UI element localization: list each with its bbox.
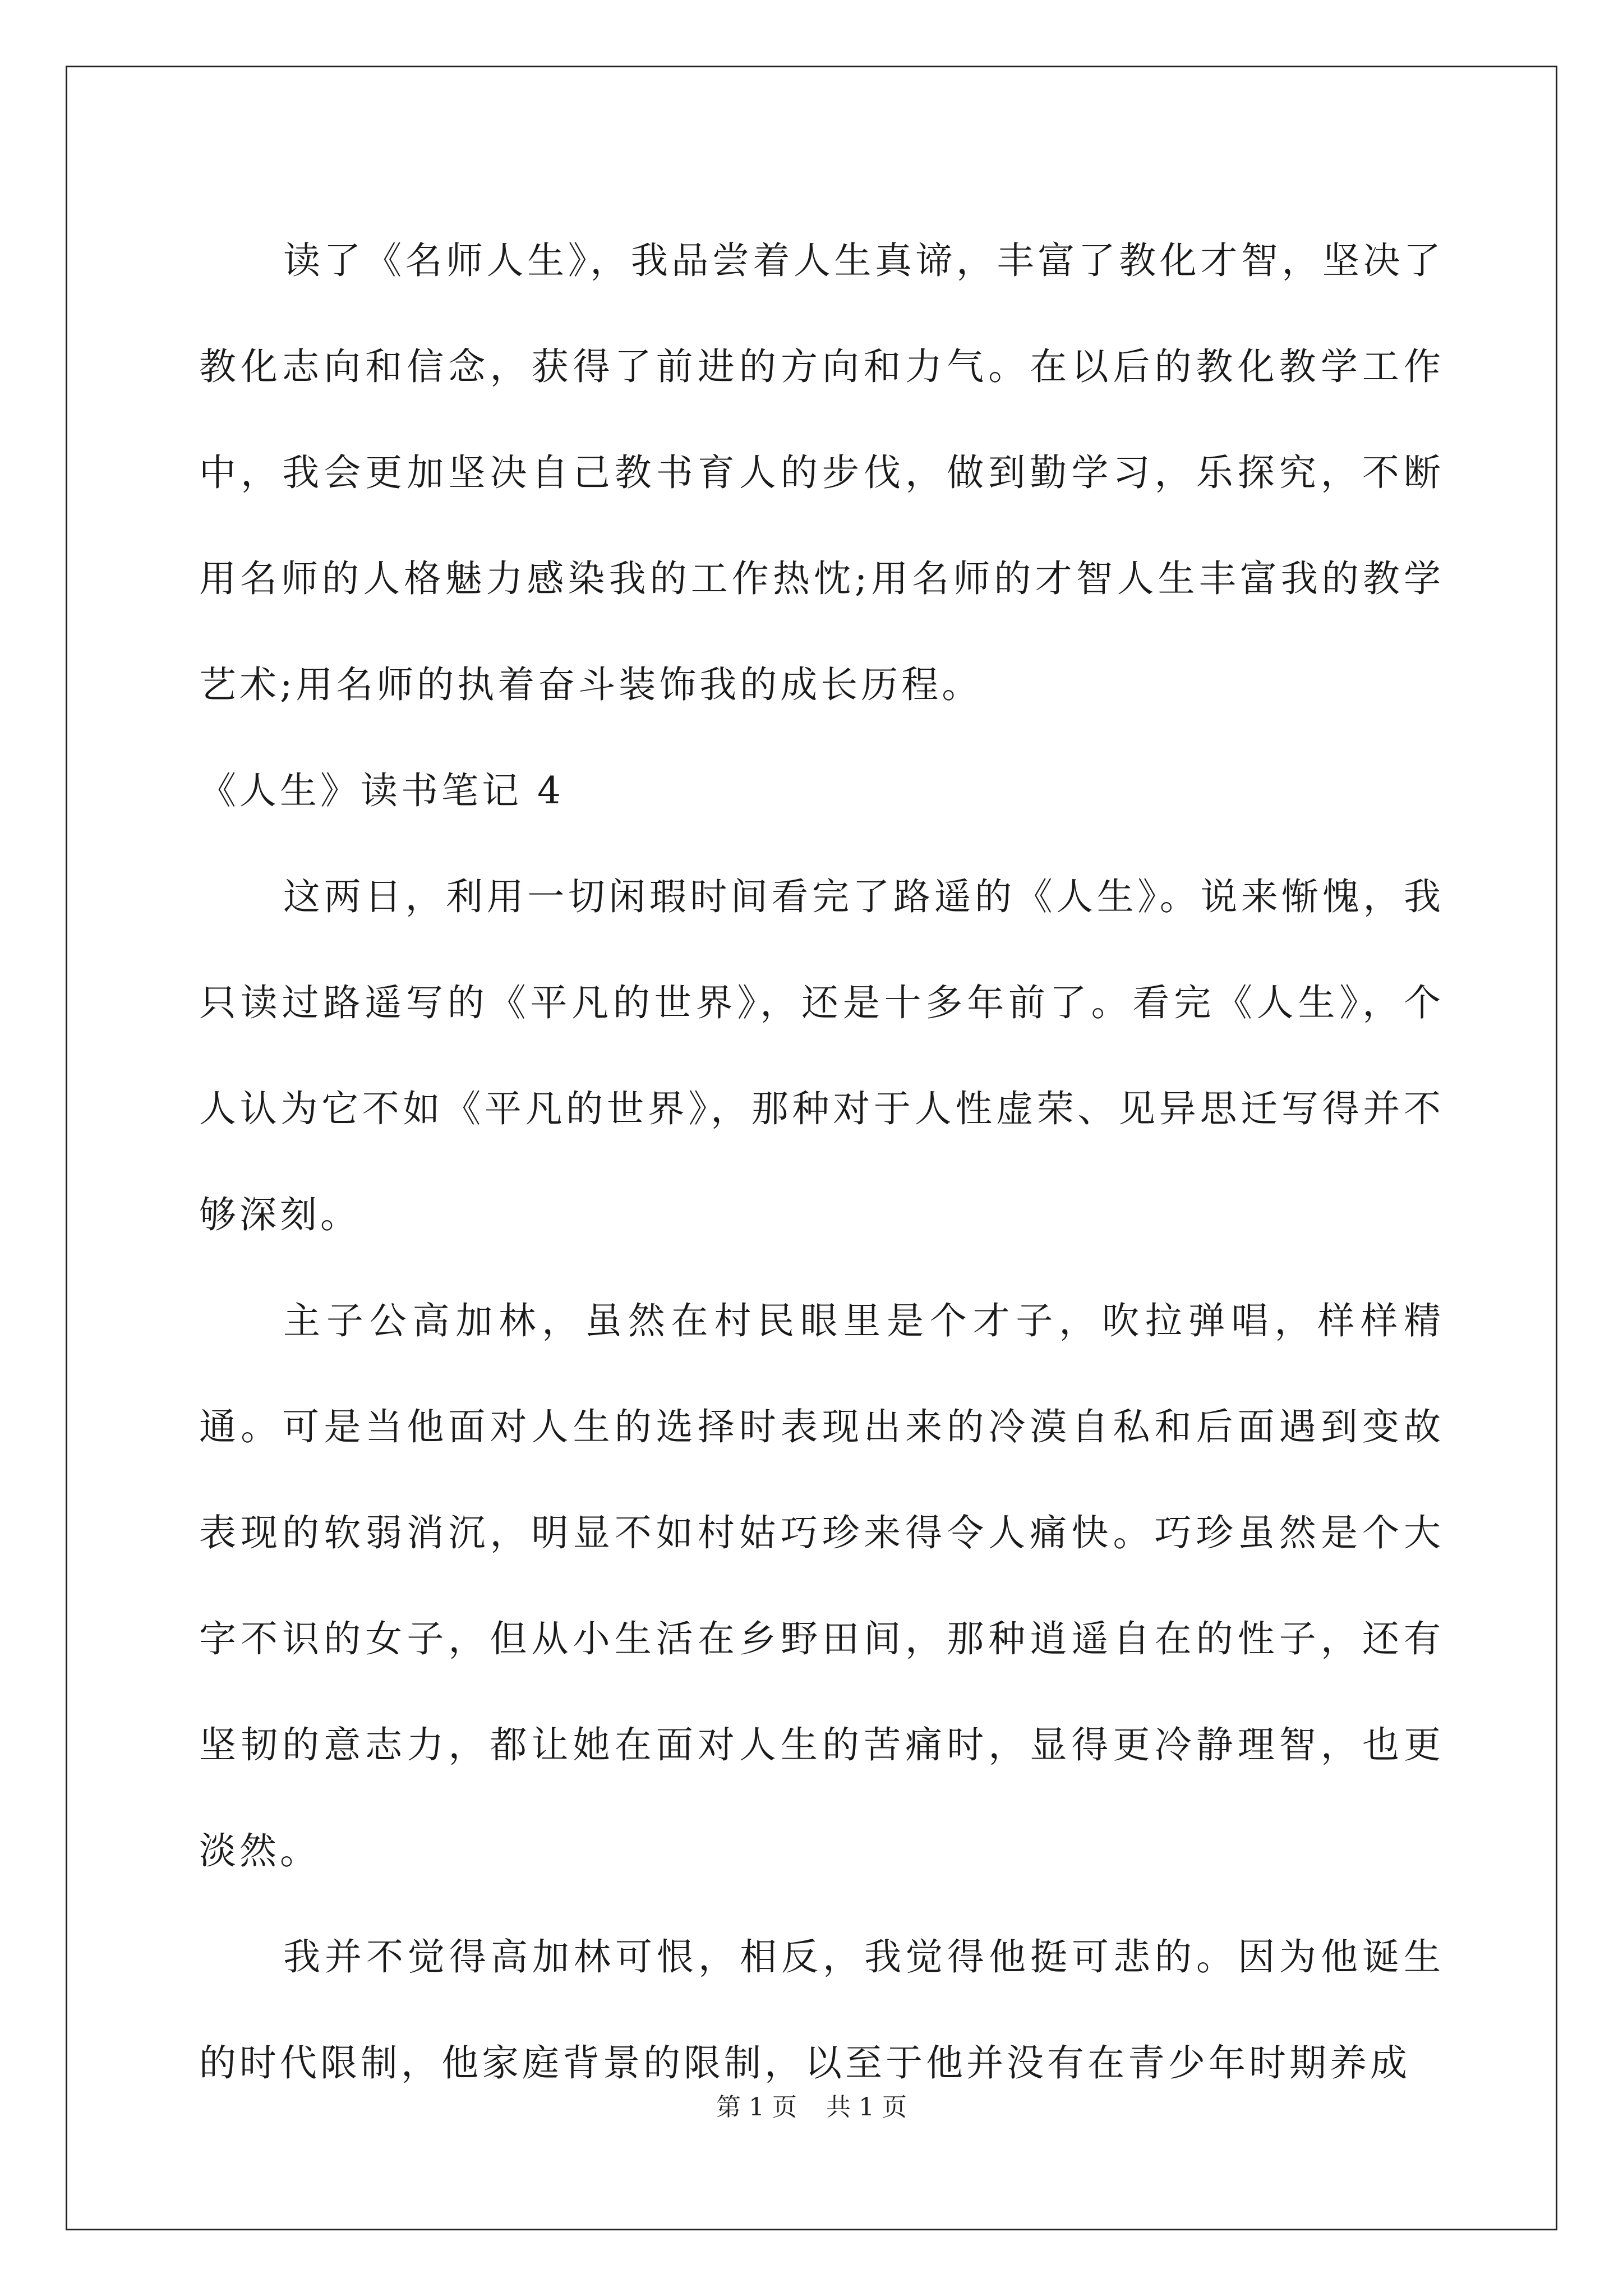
paragraph-1: 读了《名师人生》，我品尝着人生真谛，丰富了教化才智，坚决了教化志向和信念，获得了前进的方向和力气。在以后的教化教学工作中，我会更加坚决自己教书育人的步伐，做到勤学习，乐探究，不断用名师的人格魅力感染我的工作热忱;用名师的才智人生丰富我的教学艺术;用名师的执着奋斗装饰我的成长历程。 [199,239,1444,706]
page-number: 第 1 页 [716,2093,797,2122]
document-body [199,208,1444,2116]
section-heading: 《人生》读书笔记 4 [199,769,564,812]
page-footer [0,2087,1623,2123]
paragraph-2: 这两日，利用一切闲瑕时间看完了路遥的《人生》。说来惭愧，我只读过路遥写的《平凡的世界》，还是十多年前了。看完《人生》，个人认为它不如《平凡的世界》，那种对于人性虚荣、见异思迁写得并不够深刻。 [199,875,1444,1236]
paragraph-4: 我并不觉得高加林可恨，相反，我觉得他挺可悲的。因为他诞生的时代限制，他家庭背景的限制，以至于他并没有在青少年时期养成 [199,1935,1444,2085]
page-total: 共 1 页 [826,2093,907,2122]
paragraph-3: 主子公高加林，虽然在村民眼里是个才子，吹拉弹唱，样样精通。可是当他面对人生的选择时表现出来的冷漠自私和后面遇到变故表现的软弱消沉，明显不如村姑巧珍来得令人痛快。巧珍虽然是个大字不识的女子，但从小生活在乡野田间，那种逍遥自在的性子，还有坚韧的意志力，都让她在面对人生的苦痛时，显得更冷静理智，也更淡然。 [199,1299,1444,1872]
